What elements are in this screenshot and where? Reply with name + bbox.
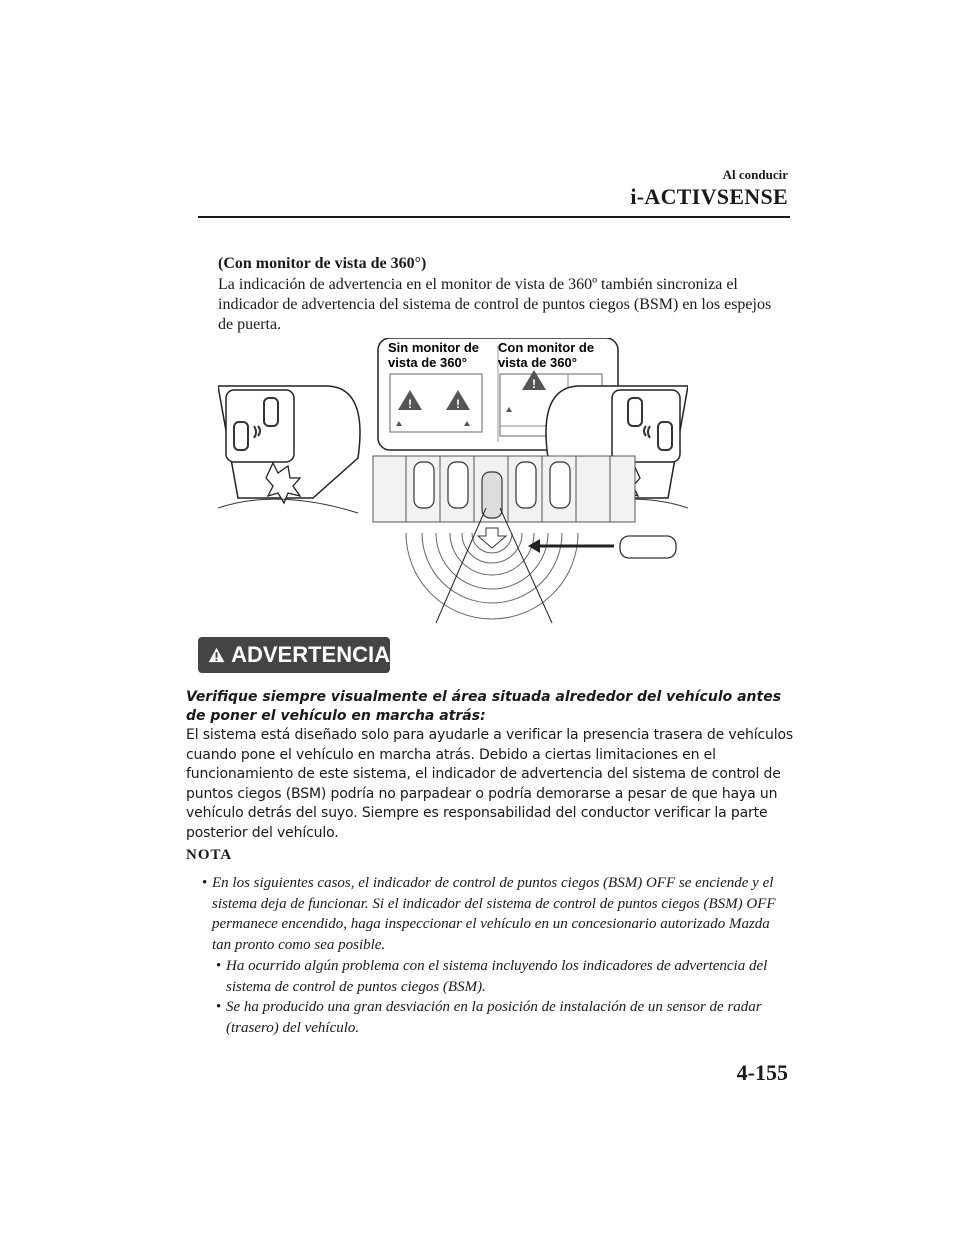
page-number: 4-155	[736, 1060, 788, 1085]
warning-badge	[198, 637, 390, 673]
note-heading: NOTA	[186, 847, 233, 863]
note-subitem	[216, 997, 792, 1038]
chapter-title: i-ACTIVSENSE	[630, 184, 788, 209]
note-item-text: En los siguientes casos, el indicador de control de puntos ciegos (BSM) OFF se enciende y el sistema deja de funcionar. Si el indicador del sistema de control de puntos ciegos (BSM) OFF permanece encendido, haga inspeccionar el vehículo en un concesionario autorizado Mazda tan pronto como sea posible.	[212, 875, 776, 953]
bullet-icon: •	[216, 999, 222, 1015]
warning-title: Verifique siempre visualmente el área situada alrededor del vehículo antes de poner el vehículo en marcha atrás:	[186, 689, 782, 724]
label-with-360-line1: Con monitor de	[498, 340, 595, 355]
bullet-icon: •	[202, 875, 208, 891]
warning-body: El sistema está diseñado solo para ayudarle a verificar la presencia trasera de vehículos cuando pone el vehículo en marcha atrás. Debido a ciertas limitaciones en el funcionamiento de este sistema, el indicador de advertencia del sistema de control de puntos ciegos (BSM) podría no parpadear o podría demorarse a pesar de que haya un vehículo detrás del suyo. Siempre es responsabilidad del conductor verificar la parte posterior del vehículo.	[186, 727, 794, 841]
note-subitem-text: Se ha producido una gran desviación en la posición de instalación de un sensor de radar (trasero) del vehículo.	[226, 999, 762, 1036]
intro-subtitle: (Con monitor de vista de 360°)	[218, 255, 427, 272]
label-without-360-line1: Sin monitor de	[388, 340, 479, 355]
bsm-illustration	[218, 338, 688, 628]
warning-label: ADVERTENCIA	[231, 642, 390, 667]
header-rule	[198, 216, 790, 218]
warning-icon	[208, 644, 225, 666]
section-title: Al conducir	[722, 167, 788, 182]
note-subitem-text: Ha ocurrido algún problema con el sistema incluyendo los indicadores de advertencia del sistema de control de puntos ciegos (BSM).	[226, 958, 768, 995]
label-with-360-line2: vista de 360°	[498, 355, 577, 370]
intro-paragraph: La indicación de advertencia en el monitor de vista de 360º también sincroniza el indicador de advertencia del sistema de control de puntos ciegos (BSM) en los espejos de puerta.	[218, 276, 772, 333]
svg-text:!: !	[456, 397, 460, 411]
note-subitem	[216, 956, 792, 997]
svg-text:!: !	[532, 377, 536, 391]
label-without-360-line2: vista de 360°	[388, 355, 467, 370]
note-item	[202, 873, 792, 955]
svg-text:!: !	[408, 397, 412, 411]
bullet-icon: •	[216, 958, 222, 974]
